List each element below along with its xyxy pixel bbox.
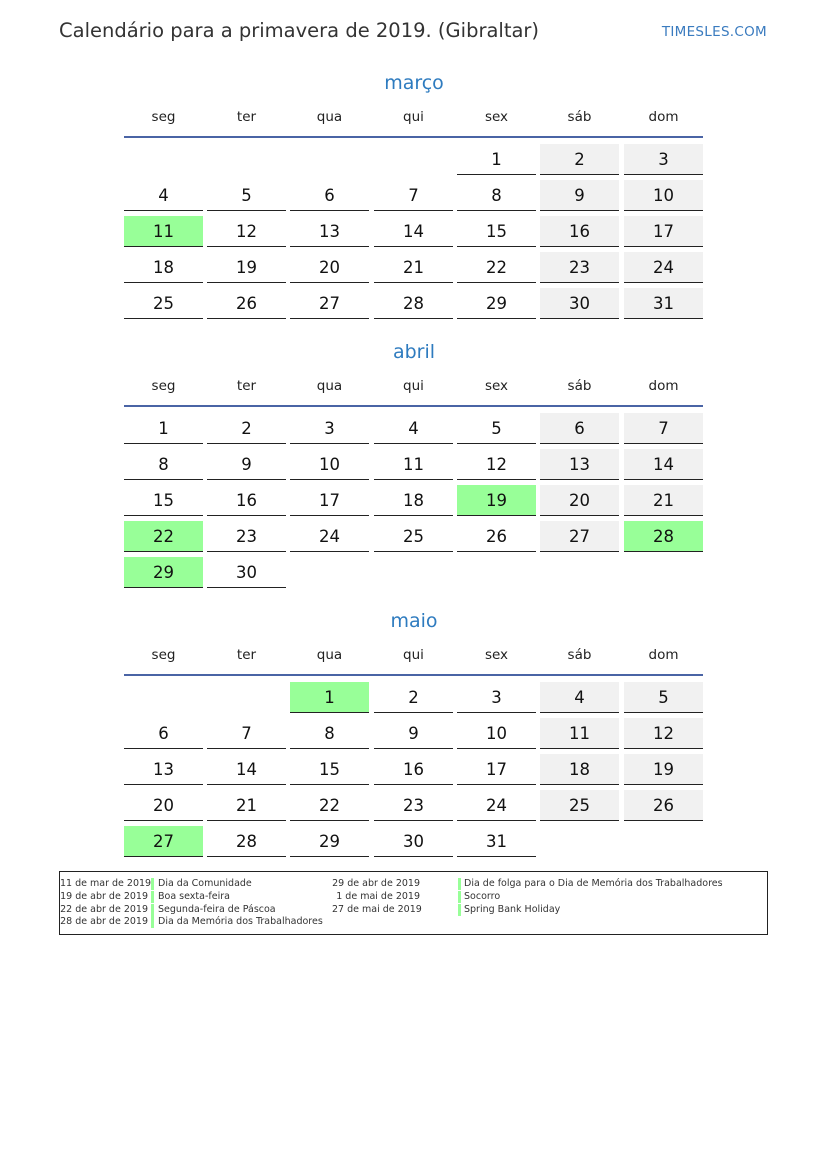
day-cell: 17 xyxy=(624,216,703,247)
day-cell: 15 xyxy=(457,216,536,247)
header-rule xyxy=(124,136,703,138)
weekday-label: ter xyxy=(236,109,257,125)
day-cell: 10 xyxy=(290,449,369,480)
day-cell: 16 xyxy=(540,216,619,247)
day-cell: 29 xyxy=(290,826,369,857)
day-cell: 24 xyxy=(624,252,703,283)
holiday-day-cell: 19 xyxy=(457,485,536,516)
weekday-label: qui xyxy=(403,378,424,394)
day-cell: 9 xyxy=(207,449,286,480)
month-april xyxy=(124,338,704,582)
day-cell: 20 xyxy=(540,485,619,516)
day-cell: 18 xyxy=(124,252,203,283)
weekday-label: seg xyxy=(151,109,176,125)
day-cell: 5 xyxy=(207,180,286,211)
holiday-day-cell: 11 xyxy=(124,216,203,247)
weekday-label: sáb xyxy=(567,378,592,394)
holiday-day-cell: 22 xyxy=(124,521,203,552)
day-cell: 10 xyxy=(624,180,703,211)
day-cell: 6 xyxy=(540,413,619,444)
legend-date: 28 de abr de 2019 xyxy=(60,916,148,927)
day-cell: 12 xyxy=(624,718,703,749)
day-cell: 12 xyxy=(207,216,286,247)
day-cell: 13 xyxy=(124,754,203,785)
day-cell: 25 xyxy=(540,790,619,821)
weekday-label: sex xyxy=(484,109,509,125)
weekday-label: qui xyxy=(403,647,424,663)
day-cell: 24 xyxy=(290,521,369,552)
weekday-label: dom xyxy=(648,647,679,663)
holiday-marker xyxy=(151,878,154,890)
holiday-legend xyxy=(59,871,768,935)
day-cell: 14 xyxy=(624,449,703,480)
legend-date: 1 de mai de 2019 xyxy=(336,891,420,902)
month-title: março xyxy=(384,72,444,94)
day-cell: 17 xyxy=(457,754,536,785)
legend-name: Dia da Memória dos Trabalhadores xyxy=(158,916,323,927)
day-cell: 30 xyxy=(540,288,619,319)
weekday-label: seg xyxy=(151,647,176,663)
day-cell: 26 xyxy=(207,288,286,319)
day-cell: 27 xyxy=(290,288,369,319)
legend-date: 19 de abr de 2019 xyxy=(60,891,148,902)
month-title: maio xyxy=(390,610,438,632)
day-cell: 6 xyxy=(124,718,203,749)
day-cell: 7 xyxy=(374,180,453,211)
day-cell: 21 xyxy=(624,485,703,516)
day-cell: 20 xyxy=(124,790,203,821)
day-cell: 2 xyxy=(374,682,453,713)
day-cell: 19 xyxy=(624,754,703,785)
legend-name: Dia de folga para o Dia de Memória dos Trabalhadores xyxy=(464,878,723,889)
day-cell: 5 xyxy=(624,682,703,713)
weekday-label: ter xyxy=(236,378,257,394)
day-cell: 21 xyxy=(207,790,286,821)
day-cell: 18 xyxy=(540,754,619,785)
weekday-label: ter xyxy=(236,647,257,663)
holiday-marker xyxy=(458,891,461,903)
day-cell: 20 xyxy=(290,252,369,283)
day-cell: 30 xyxy=(374,826,453,857)
day-cell: 11 xyxy=(540,718,619,749)
day-cell: 15 xyxy=(290,754,369,785)
holiday-day-cell: 27 xyxy=(124,826,203,857)
day-cell: 14 xyxy=(374,216,453,247)
day-cell: 9 xyxy=(374,718,453,749)
day-cell: 9 xyxy=(540,180,619,211)
day-cell: 23 xyxy=(540,252,619,283)
day-cell: 3 xyxy=(290,413,369,444)
weekday-label: seg xyxy=(151,378,176,394)
day-cell: 27 xyxy=(540,521,619,552)
weekday-label: dom xyxy=(648,378,679,394)
day-cell: 23 xyxy=(374,790,453,821)
day-cell: 26 xyxy=(457,521,536,552)
holiday-marker xyxy=(458,878,461,890)
day-cell: 28 xyxy=(207,826,286,857)
day-cell: 10 xyxy=(457,718,536,749)
weekday-header xyxy=(124,647,704,667)
page-title: Calendário para a primavera de 2019. (Gibraltar) xyxy=(59,19,540,42)
legend-name: Socorro xyxy=(464,891,501,902)
legend-date: 29 de abr de 2019 xyxy=(332,878,420,889)
brand-link[interactable]: TIMESLES.COM xyxy=(661,24,767,40)
day-cell: 2 xyxy=(207,413,286,444)
day-cell: 16 xyxy=(207,485,286,516)
weekday-label: sáb xyxy=(567,109,592,125)
weekday-label: sex xyxy=(484,378,509,394)
day-cell: 14 xyxy=(207,754,286,785)
weekday-label: qua xyxy=(316,109,343,125)
weekday-label: qui xyxy=(403,109,424,125)
day-cell: 30 xyxy=(207,557,286,588)
day-cell: 12 xyxy=(457,449,536,480)
legend-name: Dia da Comunidade xyxy=(158,878,252,889)
holiday-marker xyxy=(458,904,461,916)
day-cell: 31 xyxy=(624,288,703,319)
weekday-label: sáb xyxy=(567,647,592,663)
legend-name: Boa sexta-feira xyxy=(158,891,230,902)
day-cell: 3 xyxy=(457,682,536,713)
month-may xyxy=(124,607,704,851)
legend-date: 11 de mar de 2019 xyxy=(60,878,152,889)
weekday-header xyxy=(124,378,704,398)
holiday-marker xyxy=(151,916,154,928)
legend-name: Spring Bank Holiday xyxy=(464,904,561,915)
day-cell: 17 xyxy=(290,485,369,516)
day-cell: 2 xyxy=(540,144,619,175)
day-cell: 8 xyxy=(290,718,369,749)
month-title: abril xyxy=(392,341,436,363)
day-cell: 1 xyxy=(457,144,536,175)
day-cell: 3 xyxy=(624,144,703,175)
day-cell: 18 xyxy=(374,485,453,516)
day-cell: 25 xyxy=(374,521,453,552)
holiday-marker xyxy=(151,904,154,916)
day-cell: 23 xyxy=(207,521,286,552)
holiday-day-cell: 29 xyxy=(124,557,203,588)
day-cell: 8 xyxy=(124,449,203,480)
weekday-label: qua xyxy=(316,378,343,394)
day-cell: 5 xyxy=(457,413,536,444)
day-cell: 22 xyxy=(457,252,536,283)
day-cell: 13 xyxy=(290,216,369,247)
legend-date: 22 de abr de 2019 xyxy=(60,904,148,915)
legend-date: 27 de mai de 2019 xyxy=(332,904,422,915)
day-cell: 29 xyxy=(457,288,536,319)
day-cell: 11 xyxy=(374,449,453,480)
day-cell: 19 xyxy=(207,252,286,283)
day-cell: 7 xyxy=(624,413,703,444)
weekday-label: dom xyxy=(648,109,679,125)
day-cell: 24 xyxy=(457,790,536,821)
day-cell: 4 xyxy=(540,682,619,713)
day-cell: 26 xyxy=(624,790,703,821)
day-cell: 28 xyxy=(374,288,453,319)
legend-name: Segunda-feira de Páscoa xyxy=(158,904,276,915)
day-cell: 7 xyxy=(207,718,286,749)
day-cell: 1 xyxy=(124,413,203,444)
day-cell: 21 xyxy=(374,252,453,283)
day-cell: 6 xyxy=(290,180,369,211)
weekday-label: qua xyxy=(316,647,343,663)
month-march xyxy=(124,69,704,313)
day-cell: 4 xyxy=(124,180,203,211)
weekday-label: sex xyxy=(484,647,509,663)
day-cell: 8 xyxy=(457,180,536,211)
day-cell: 16 xyxy=(374,754,453,785)
holiday-day-cell: 1 xyxy=(290,682,369,713)
day-cell: 25 xyxy=(124,288,203,319)
holiday-day-cell: 28 xyxy=(624,521,703,552)
day-cell: 22 xyxy=(290,790,369,821)
day-cell: 31 xyxy=(457,826,536,857)
holiday-marker xyxy=(151,891,154,903)
header-rule xyxy=(124,674,703,676)
day-cell: 15 xyxy=(124,485,203,516)
header-rule xyxy=(124,405,703,407)
day-cell: 13 xyxy=(540,449,619,480)
day-cell: 4 xyxy=(374,413,453,444)
weekday-header xyxy=(124,109,704,129)
